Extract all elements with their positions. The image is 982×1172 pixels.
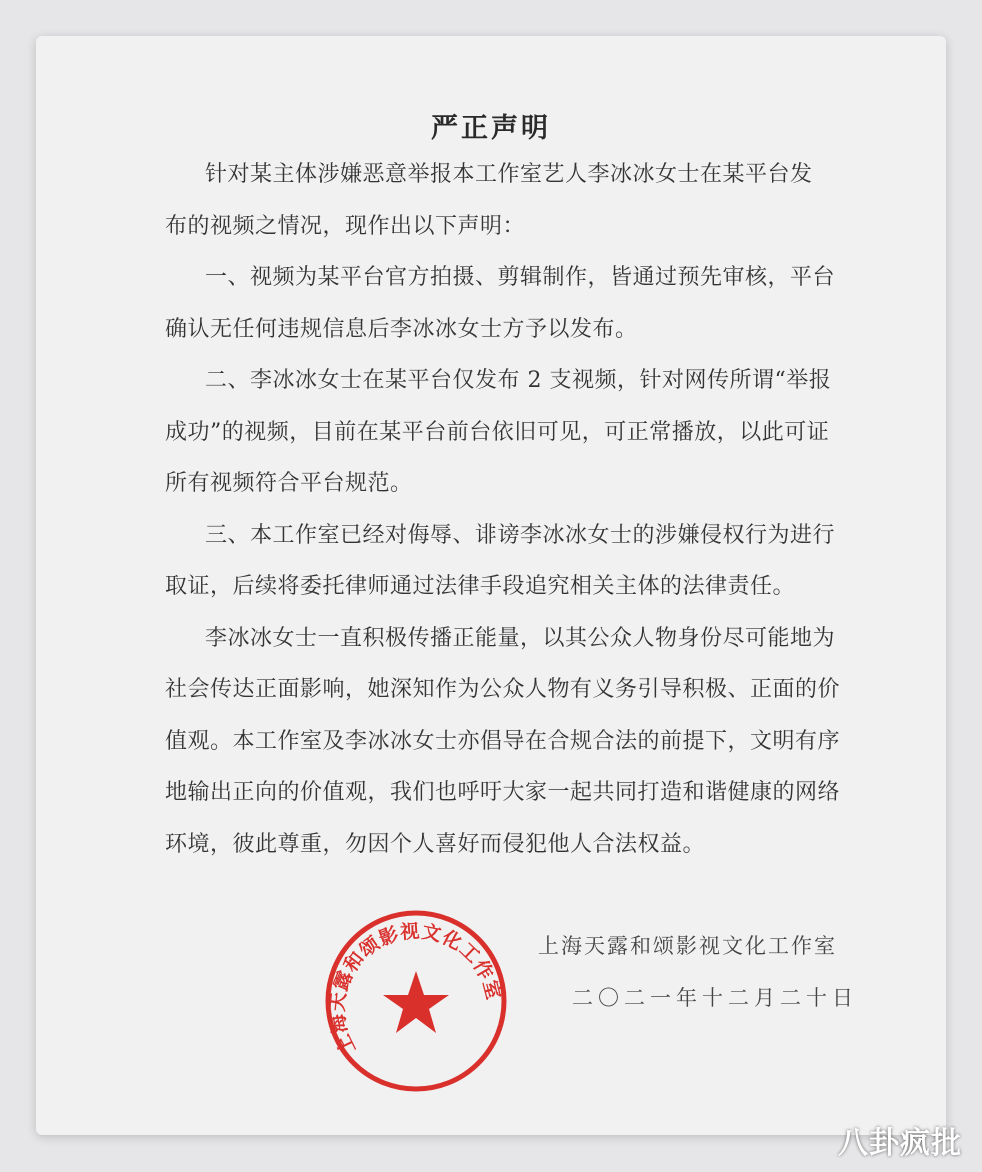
document-body — [165, 158, 865, 879]
paragraph-point-2 — [165, 364, 865, 519]
text-line: 成功”的视频，目前在某平台前台依旧可见，可正常播放，以此可证 — [165, 419, 830, 445]
text-line: 二、李冰冰女士在某平台仅发布 2 支视频，针对网传所谓“举报 — [205, 368, 832, 393]
text-line: 确认无任何违规信息后李冰冰女士方予以发布。 — [165, 316, 638, 342]
text-line: 一、视频为某平台官方拍摄、剪辑制作，皆通过预先审核，平台 — [205, 265, 836, 290]
paragraph-intro — [165, 158, 865, 261]
text-line: 社会传达正面影响，她深知作为公众人物有义务引导积极、正面的价 — [165, 677, 841, 702]
text-line: 环境，彼此尊重，勿因个人喜好而侵犯他人合法权益。 — [165, 831, 706, 857]
star-icon — [383, 971, 449, 1033]
text-line: 地输出正向的价值观，我们也呼吁大家一起共同打造和谐健康的网络 — [165, 780, 841, 805]
signature-studio-name: 上海天露和颂影视文化工作室 — [538, 934, 837, 958]
document-title: 严正声明 — [431, 113, 551, 144]
text-line: 布的视频之情况，现作出以下声明： — [165, 213, 526, 239]
stamp-text: 上海天露和颂影视文化工作室 — [326, 920, 505, 1058]
signature-date: 二〇二一年十二月二十日 — [572, 986, 858, 1010]
paragraph-point-1 — [165, 261, 865, 364]
text-line: 李冰冰女士一直积极传播正能量，以其公众人物身份尽可能地为 — [205, 625, 836, 651]
paragraph-point-3 — [165, 519, 865, 622]
text-line: 取证，后续将委托律师通过法律手段追究相关主体的法律责任。 — [165, 574, 796, 599]
text-line: 三、本工作室已经对侮辱、诽谤李冰冰女士的涉嫌侵权行为进行 — [205, 522, 836, 548]
text-line: 所有视频符合平台规范。 — [165, 471, 413, 496]
official-seal-stamp — [320, 905, 512, 1097]
paragraph-closing — [165, 622, 865, 880]
text-line: 针对某主体涉嫌恶意举报本工作室艺人李冰冰女士在某平台发 — [205, 162, 813, 187]
watermark: 八卦疯批 — [838, 1126, 962, 1161]
text-line: 值观。本工作室及李冰冰女士亦倡导在合规合法的前提下，文明有序 — [165, 728, 841, 754]
